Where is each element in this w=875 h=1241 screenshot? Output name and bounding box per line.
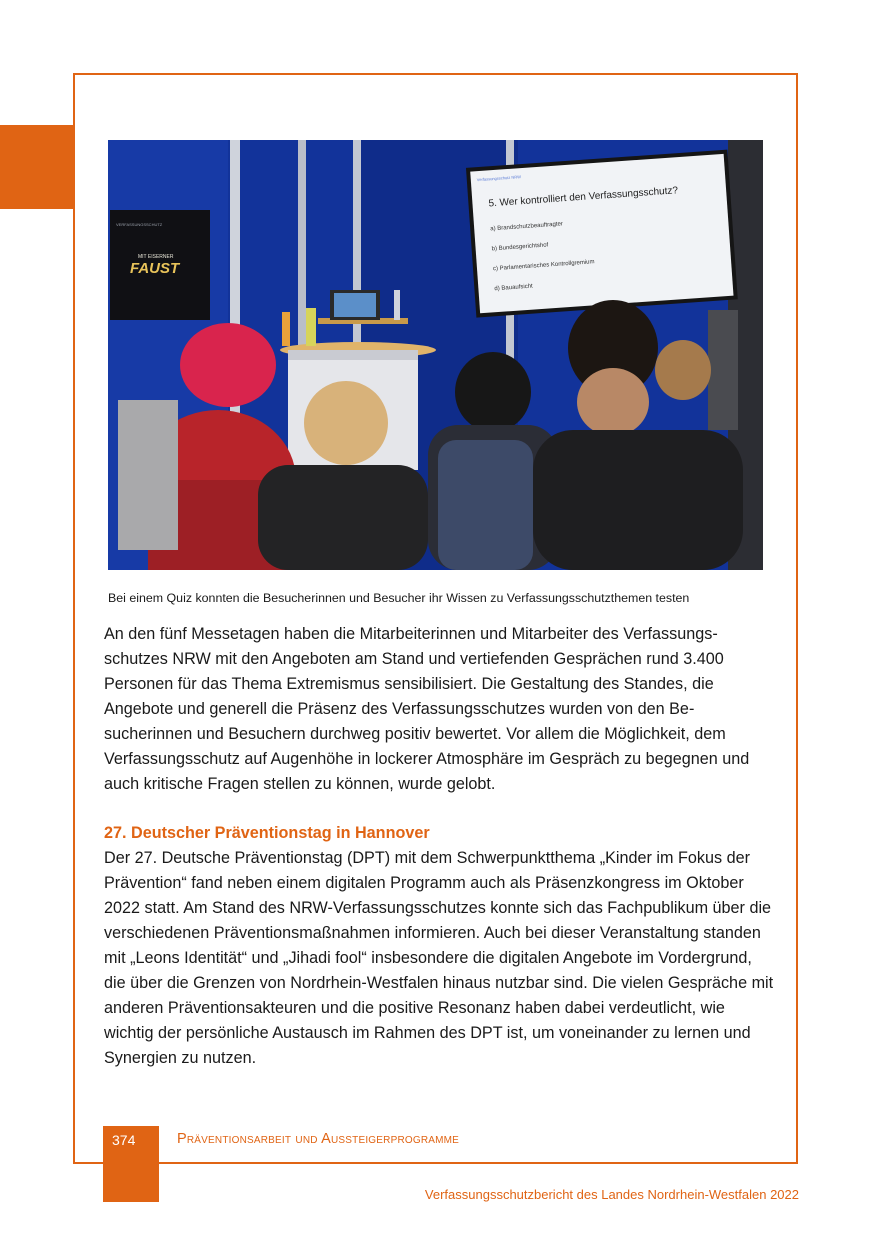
poster-line1: MIT EISERNER: [138, 254, 174, 260]
quiz-question: 5. Wer kontrolliert den Verfassungsschutz?: [488, 185, 679, 210]
report-footer: Verfassungsschutzbericht des Landes Nordrhein-Westfalen 2022: [424, 1187, 799, 1202]
paragraph-praeventionstag: Der 27. Deutsche Präventionstag (DPT) mit dem Schwerpunktthema „Kinder im Fokus der Prävention“ fand neben einem digitalen Programm auch als Präsenzkongress im Oktober 2022 statt. Am Stand des NRW-Verfassungsschutzes konnte sich das Fachpublikum über die verschiedenen Präventionsmaßnahmen informieren. Auch bei dieser Veranstaltung standen mit „Leons Identität“ und „Jihadi fool“ insbesondere die digitalen Angebote im Vordergrund, die über die Grenzen von Nordrhein-Westfalen hinaus nutzbar sind. Die vielen Gespräche mit anderen Präventionsakteuren und die positive Resonanz haben dabei verdeutlicht, wie wichtig der persönliche Austausch im Rahmen des DPT ist, um voneinander zu lernen und Synergien zu nutzen.: [104, 849, 774, 1067]
section-heading: 27. Deutscher Präventionstag in Hannover: [104, 824, 430, 842]
side-tab-marker: [0, 125, 75, 209]
quiz-answer-d: d) Bauaufsicht: [494, 283, 533, 293]
photo-caption: Bei einem Quiz konnten die Besucherinnen und Besucher ihr Wissen zu Verfassungsschutzthemen testen: [108, 591, 690, 605]
page-number-label: 374: [112, 1132, 136, 1148]
quiz-screen-header: Verfassungsschutz NRW: [476, 174, 522, 183]
poster-title: FAUST: [130, 260, 180, 277]
page-number: [103, 1126, 159, 1202]
quiz-answer-a: a) Brandschutzbeauftragter: [490, 221, 564, 233]
paragraph-trade-fair: An den fünf Messetagen haben die Mitarbeiterinnen und Mitarbeiter des Verfassungsschutzes NRW mit den Angeboten am Stand und vertiefenden Gesprächen rund 3.400 Personen für das Thema Extremismus sensibilisiert. Die Gestaltung des Standes, die Angebote und generell die Präsenz des Verfassungsschutzes wurden von den Besucherinnen und Besuchern durchweg positiv bewertet. Vor allem die Möglichkeit, dem Verfassungsschutz auf Augenhöhe in lockerer Atmosphäre im Gespräch zu begegnen und auch kritische Fragen stellen zu können, wurde gelobt.: [104, 625, 750, 793]
poster-small-text: VERFASSUNGSSCHUTZ: [116, 222, 163, 227]
booth-photo: [108, 140, 763, 570]
quiz-answer-c: c) Parlamentarisches Kontrollgremium: [492, 259, 595, 273]
chapter-title: Präventionsarbeit und Aussteigerprogramme: [177, 1131, 460, 1147]
quiz-screen: [466, 150, 738, 318]
quiz-answer-b: b) Bundesgerichtshof: [491, 242, 549, 253]
faust-poster: [110, 210, 210, 320]
